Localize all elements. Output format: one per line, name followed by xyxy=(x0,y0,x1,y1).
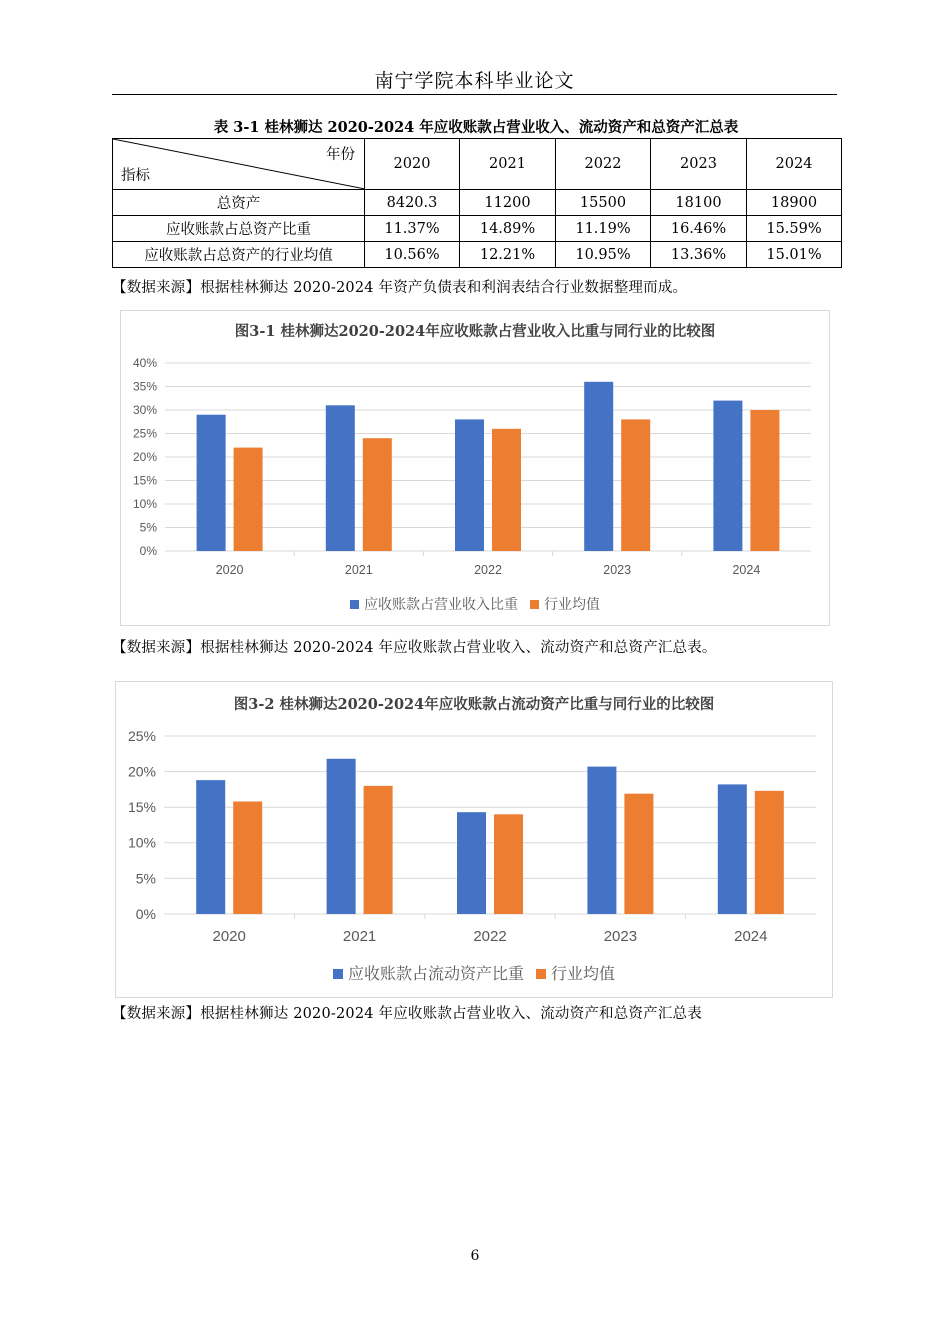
y-tick-label: 30% xyxy=(132,403,157,418)
bar-company xyxy=(587,767,616,914)
table-row xyxy=(113,190,842,216)
table-cell: 16.46% xyxy=(651,216,747,242)
table-cell: 15.59% xyxy=(747,216,842,242)
x-tick-label: 2020 xyxy=(212,928,246,945)
table-header-row xyxy=(113,139,842,190)
x-tick-label: 2022 xyxy=(474,563,502,577)
y-tick-label: 15% xyxy=(132,473,157,488)
x-tick-label: 2021 xyxy=(342,928,377,945)
table-cell: 13.36% xyxy=(651,242,747,268)
table-cell: 18100 xyxy=(651,190,747,216)
y-tick-label: 20% xyxy=(132,450,157,465)
table-row xyxy=(113,242,842,268)
table-row xyxy=(113,216,842,242)
y-tick-label: 0% xyxy=(135,905,156,922)
table-cell: 11200 xyxy=(460,190,556,216)
summary-table xyxy=(112,138,842,268)
bar-industry-average xyxy=(494,814,523,914)
row-label: 应收账款占总资产比重 xyxy=(113,216,365,242)
bar-company xyxy=(196,780,225,914)
bar-company xyxy=(197,415,226,551)
table-cell: 10.56% xyxy=(365,242,460,268)
legend-swatch xyxy=(530,600,539,609)
bar-company xyxy=(455,419,484,551)
bar-company xyxy=(718,784,747,914)
y-tick-label: 35% xyxy=(132,379,157,394)
legend-label: 行业均值 xyxy=(544,596,600,612)
bar-industry-average xyxy=(234,448,263,551)
x-tick-label: 2024 xyxy=(734,928,768,945)
bar-company xyxy=(457,812,486,914)
bar-industry-average xyxy=(233,802,262,914)
x-tick-label: 2022 xyxy=(473,928,507,945)
bar-chart-svg xyxy=(116,682,832,997)
y-tick-label: 25% xyxy=(132,426,157,441)
chart-title: 图3-1 桂林狮达2020-2024年应收账款占营业收入比重与同行业的比较图 xyxy=(234,323,716,340)
bar-industry-average xyxy=(621,419,650,551)
row-label: 应收账款占总资产的行业均值 xyxy=(113,242,365,268)
corner-label-year: 年份 xyxy=(326,147,355,163)
y-tick-label: 20% xyxy=(127,763,156,780)
header-rule xyxy=(112,94,837,95)
table-cell: 11.19% xyxy=(556,216,651,242)
year-header-cell: 2021 xyxy=(460,139,556,190)
bar-industry-average xyxy=(492,429,521,551)
x-tick-label: 2020 xyxy=(215,563,244,577)
chart-receivables-revenue xyxy=(120,310,830,626)
corner-label-indicator: 指标 xyxy=(121,168,150,184)
bar-company xyxy=(326,405,355,551)
y-tick-label: 10% xyxy=(132,497,157,512)
legend-swatch xyxy=(536,969,546,979)
year-header-cell: 2024 xyxy=(747,139,842,190)
y-tick-label: 5% xyxy=(135,870,156,887)
legend-label: 行业均值 xyxy=(551,966,616,983)
legend-swatch xyxy=(333,969,343,979)
year-header-cell: 2020 xyxy=(365,139,460,190)
data-source-note: 【数据来源】根据桂林狮达 2020-2024 年资产负债表和利润表结合行业数据整理而成。 xyxy=(112,280,688,296)
x-tick-label: 2021 xyxy=(344,563,373,577)
bar-industry-average xyxy=(364,786,393,914)
y-tick-label: 10% xyxy=(127,834,156,851)
page-number: 6 xyxy=(470,1248,480,1264)
chart-receivables-current-assets xyxy=(115,681,833,998)
table-corner-cell xyxy=(113,139,365,190)
y-tick-label: 15% xyxy=(127,799,156,816)
bar-company xyxy=(713,401,742,551)
x-tick-label: 2024 xyxy=(732,563,761,577)
bar-industry-average xyxy=(624,794,653,914)
data-source-note: 【数据来源】根据桂林狮达 2020-2024 年应收账款占营业收入、流动资产和总资产汇总表。 xyxy=(112,640,717,656)
table-cell: 15500 xyxy=(556,190,651,216)
table-cell: 14.89% xyxy=(460,216,556,242)
data-source-note: 【数据来源】根据桂林狮达 2020-2024 年应收账款占营业收入、流动资产和总资产汇总表 xyxy=(112,1006,702,1022)
chart-title: 图3-2 桂林狮达2020-2024年应收账款占流动资产比重与同行业的比较图 xyxy=(233,696,715,713)
bar-industry-average xyxy=(755,791,784,914)
bar-industry-average xyxy=(363,438,392,551)
table-cell: 8420.3 xyxy=(365,190,460,216)
legend-swatch xyxy=(350,600,359,609)
table-caption: 表 3-1 桂林狮达 2020-2024 年应收账款占营业收入、流动资产和总资产汇总表 xyxy=(213,119,739,136)
bar-company xyxy=(327,759,356,914)
bar-company xyxy=(584,382,613,551)
legend-label: 应收账款占营业收入比重 xyxy=(364,596,518,612)
bar-industry-average xyxy=(750,410,779,551)
legend-label: 应收账款占流动资产比重 xyxy=(348,966,525,983)
table-cell: 12.21% xyxy=(460,242,556,268)
page-header-title: 南宁学院本科毕业论文 xyxy=(374,70,575,92)
table-cell: 11.37% xyxy=(365,216,460,242)
table-cell: 18900 xyxy=(747,190,842,216)
bar-chart-svg xyxy=(121,311,829,625)
y-tick-label: 25% xyxy=(127,727,156,744)
y-tick-label: 0% xyxy=(139,544,157,559)
x-tick-label: 2023 xyxy=(603,928,638,945)
y-tick-label: 5% xyxy=(139,520,157,535)
year-header-cell: 2022 xyxy=(556,139,651,190)
table-cell: 15.01% xyxy=(747,242,842,268)
x-tick-label: 2023 xyxy=(603,563,632,577)
row-label: 总资产 xyxy=(113,190,365,216)
year-header-cell: 2023 xyxy=(651,139,747,190)
table-cell: 10.95% xyxy=(556,242,651,268)
y-tick-label: 40% xyxy=(132,356,157,371)
